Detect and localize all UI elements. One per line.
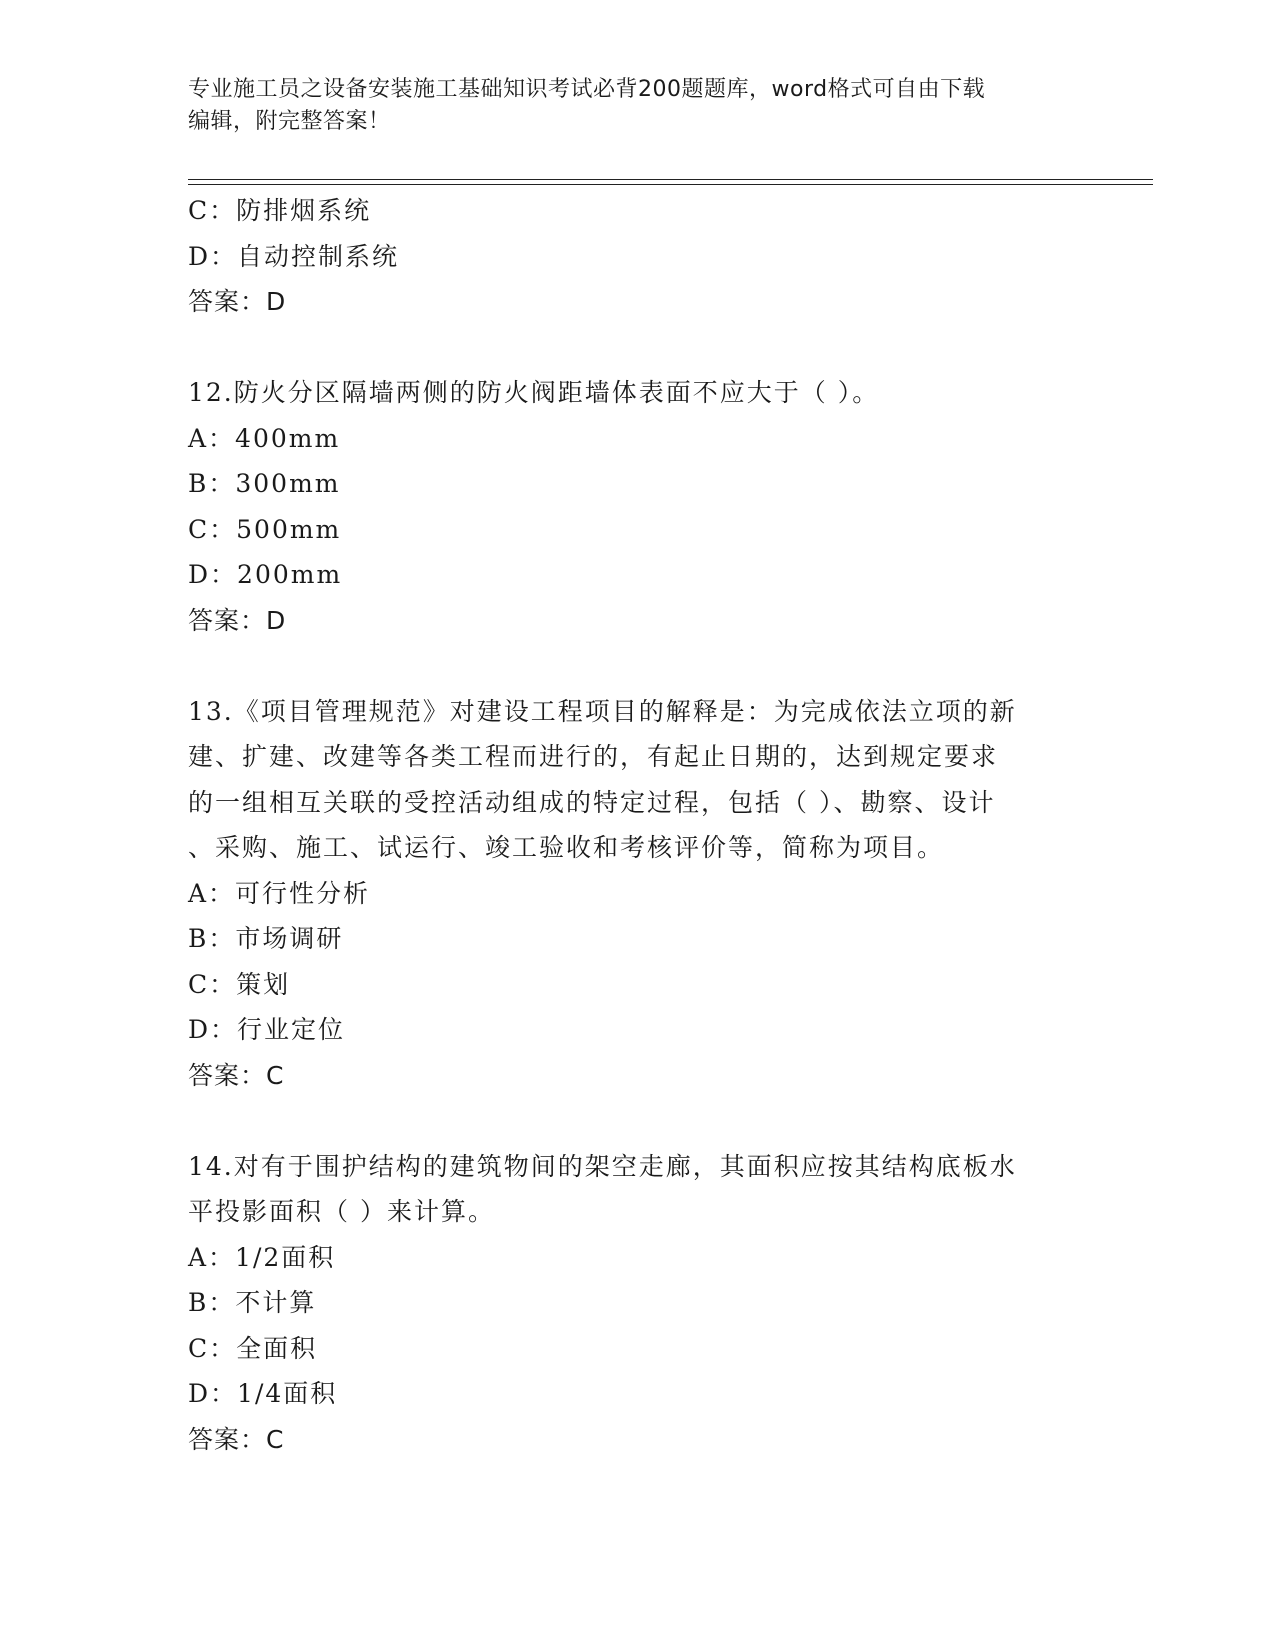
q14-answer: 答案：C — [188, 1424, 285, 1454]
q13-option-a: A：可行性分析 — [188, 878, 371, 908]
q13-option-d: D：行业定位 — [188, 1015, 346, 1044]
q13-answer: 答案：C — [188, 1060, 285, 1090]
spacer — [188, 643, 1088, 689]
q14-option-a: A：1/2面积 — [188, 1242, 336, 1272]
q12-answer: 答案：D — [188, 605, 287, 635]
question-13 — [188, 689, 1088, 1099]
q13-option-b: B：市场调研 — [188, 924, 344, 953]
q14-option-d: D：1/4面积 — [188, 1379, 338, 1408]
q14-question-line-1: 14.对有于围护结构的建筑物间的架空走廊，其面积应按其结构底板水 — [188, 1151, 1017, 1181]
q14-option-b: B：不计算 — [188, 1288, 317, 1317]
header-title-line-1: 专业施工员之设备安装施工基础知识考试必背200题题库，word格式可自由下载 — [188, 77, 986, 102]
q12-option-a: A：400mm — [188, 423, 341, 453]
q12-option-b: B：300mm — [188, 469, 341, 498]
q13-question-line-2: 建、扩建、改建等各类工程而进行的，有起止日期的，达到规定要求 — [188, 742, 999, 771]
q11-answer: 答案：D — [188, 287, 287, 316]
q13-question-line-4: 、采购、施工、试运行、竣工验收和考核评价等，简称为项目。 — [188, 833, 945, 862]
q13-option-c: C：策划 — [188, 969, 291, 999]
question-14 — [188, 1144, 1088, 1463]
q11-option-c: C：防排烟系统 — [188, 196, 372, 225]
q12-option-d: D：200mm — [188, 560, 343, 589]
spacer — [188, 325, 1088, 371]
document-header — [188, 74, 1088, 138]
header-divider-top — [188, 179, 1153, 180]
q13-question-line-3: 的一组相互关联的受控活动组成的特定过程，包括（ ）、勘察、设计 — [188, 787, 996, 817]
header-divider-bottom — [188, 184, 1153, 185]
q13-question-line-1: 13.《项目管理规范》对建设工程项目的解释是：为完成依法立项的新 — [188, 696, 1017, 726]
header-title-line-2: 编辑，附完整答案！ — [188, 109, 391, 134]
q12-question-text: 12.防火分区隔墙两侧的防火阀距墙体表面不应大于（ ）。 — [188, 378, 880, 407]
question-11 — [188, 188, 1088, 325]
question-12 — [188, 370, 1088, 643]
question-list — [188, 188, 1088, 1462]
spacer — [188, 1098, 1088, 1144]
q11-option-d: D：自动控制系统 — [188, 241, 400, 271]
q12-option-c: C：500mm — [188, 514, 342, 544]
q14-question-line-2: 平投影面积（ ）来计算。 — [188, 1197, 495, 1226]
q14-option-c: C：全面积 — [188, 1333, 318, 1363]
